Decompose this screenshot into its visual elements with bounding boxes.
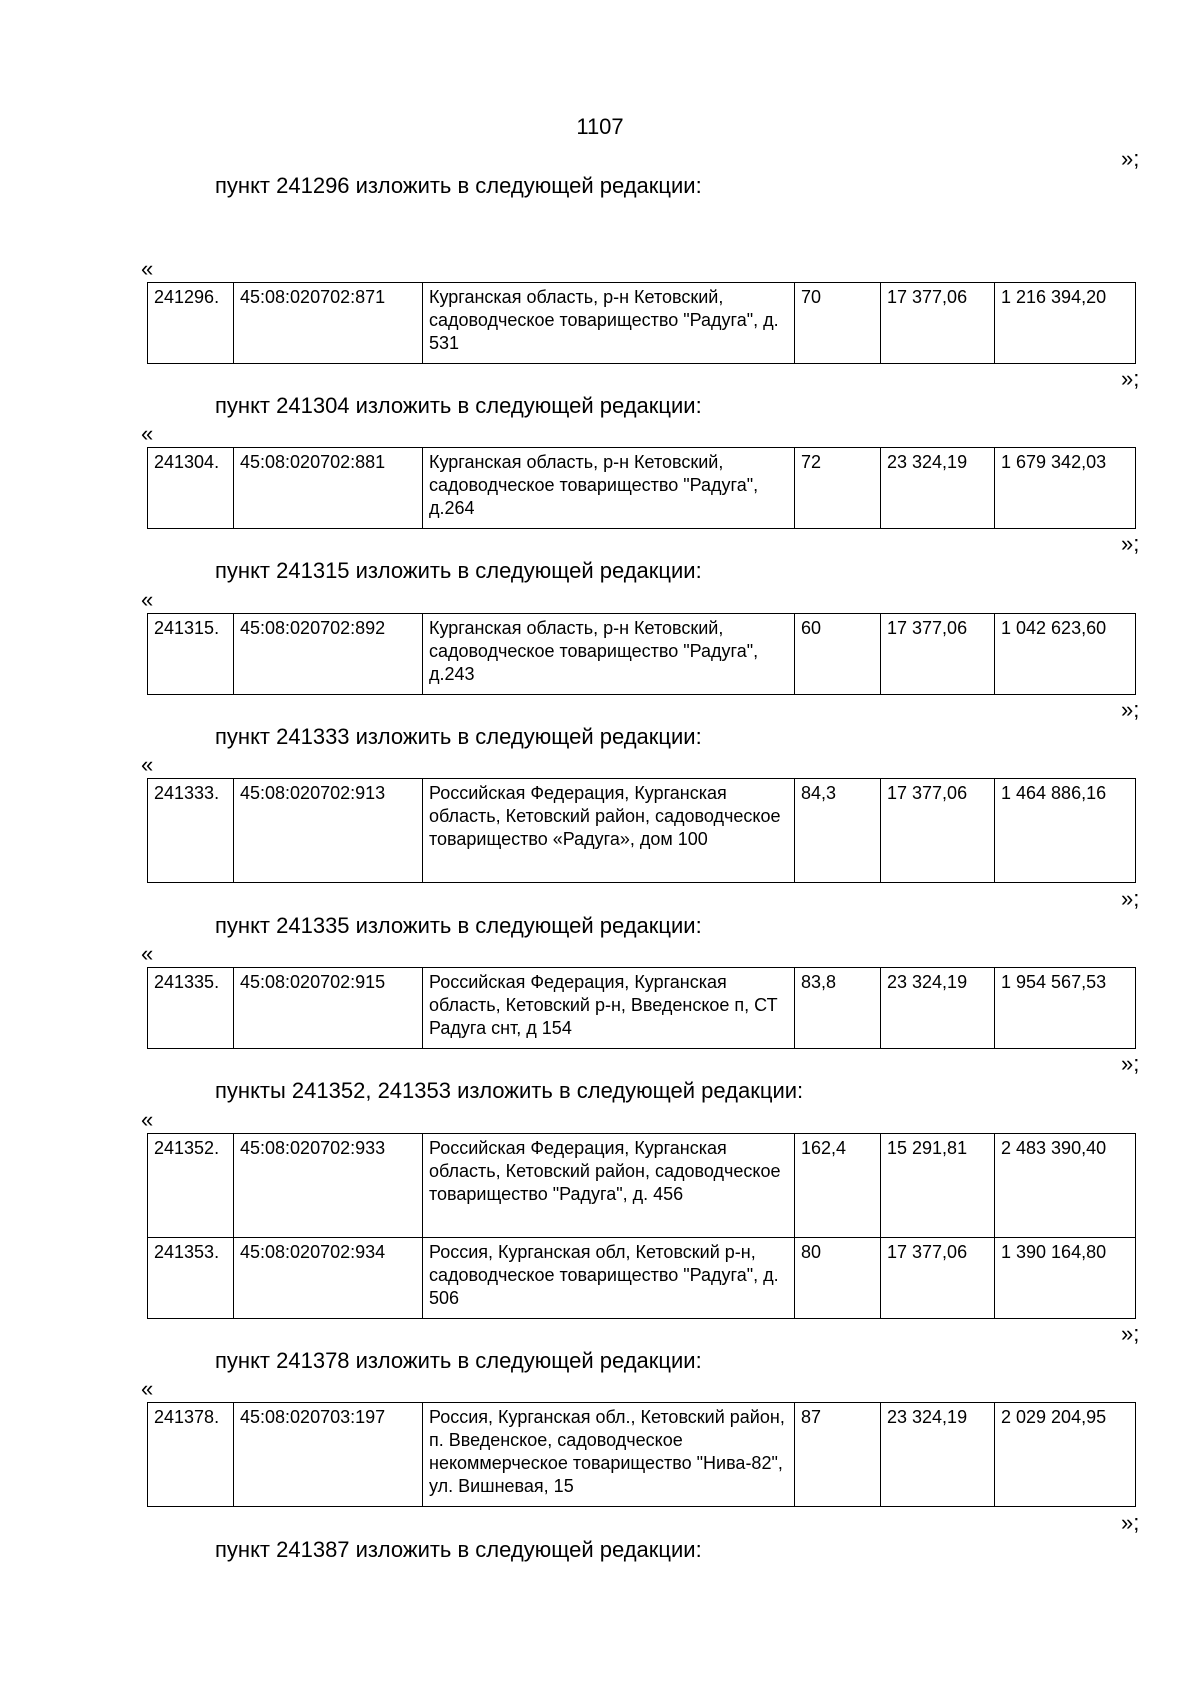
address: Российская Федерация, Курганская область, Кетовский р-н, Введенское п, СТ Радуга снт, д 154 [423,968,795,1049]
opening-quote-mark: « [141,587,154,612]
specific-value: 17 377,06 [881,283,995,364]
closing-quote-mark: »; [1121,1051,1140,1076]
cadastral-number: 45:08:020702:913 [234,779,423,883]
item-number: 241378. [148,1403,234,1507]
closing-quote-mark: »; [1121,1510,1140,1535]
closing-quote-mark: »; [1121,886,1140,911]
item-number: 241296. [148,283,234,364]
cadastral-number: 45:08:020702:934 [234,1238,423,1319]
record-table [147,447,1136,529]
item-number: 241335. [148,968,234,1049]
section-heading: пункт 241296 изложить в следующей редакции: [215,173,702,198]
opening-quote-mark: « [141,752,154,777]
section-heading: пункт 241378 изложить в следующей редакции: [215,1348,702,1373]
cadastral-value: 2 029 204,95 [995,1403,1136,1507]
cadastral-number: 45:08:020703:197 [234,1403,423,1507]
cadastral-value: 1 464 886,16 [995,779,1136,883]
cadastral-value: 1 042 623,60 [995,614,1136,695]
item-number: 241333. [148,779,234,883]
specific-value: 23 324,19 [881,968,995,1049]
page-number: 1107 [576,114,624,139]
table-row [148,1403,1136,1507]
specific-value: 23 324,19 [881,448,995,529]
opening-quote-mark: « [141,1107,154,1132]
section-heading: пункт 241335 изложить в следующей редакции: [215,913,702,938]
record-table [147,778,1136,883]
table-row [148,614,1136,695]
table-row [148,448,1136,529]
section-heading: пункт 241387 изложить в следующей редакции: [215,1537,702,1562]
opening-quote-mark: « [141,256,154,281]
section-heading: пункт 241315 изложить в следующей редакции: [215,558,702,583]
table-row [148,1134,1136,1238]
address: Курганская область, р-н Кетовский, садоводческое товарищество "Радуга", д.264 [423,448,795,529]
area: 70 [795,283,881,364]
area: 87 [795,1403,881,1507]
cadastral-value: 1 216 394,20 [995,283,1136,364]
opening-quote-mark: « [141,421,154,446]
closing-quote-mark: »; [1121,1321,1140,1346]
address: Курганская область, р-н Кетовский, садоводческое товарищество "Радуга", д. 531 [423,283,795,364]
specific-value: 17 377,06 [881,1238,995,1319]
item-number: 241304. [148,448,234,529]
cadastral-number: 45:08:020702:933 [234,1134,423,1238]
area: 60 [795,614,881,695]
area: 162,4 [795,1134,881,1238]
address: Российская Федерация, Курганская область, Кетовский район, садоводческое товарищество «Радуга», дом 100 [423,779,795,883]
table-row [148,968,1136,1049]
table-row [148,779,1136,883]
record-table [147,1402,1136,1507]
address: Россия, Курганская обл, Кетовский р-н, садоводческое товарищество "Радуга", д. 506 [423,1238,795,1319]
area: 72 [795,448,881,529]
cadastral-value: 1 679 342,03 [995,448,1136,529]
specific-value: 23 324,19 [881,1403,995,1507]
record-table [147,613,1136,695]
area: 83,8 [795,968,881,1049]
cadastral-number: 45:08:020702:915 [234,968,423,1049]
cadastral-number: 45:08:020702:871 [234,283,423,364]
section-heading: пункт 241333 изложить в следующей редакции: [215,724,702,749]
closing-quote-mark: »; [1121,366,1140,391]
specific-value: 17 377,06 [881,779,995,883]
cadastral-number: 45:08:020702:892 [234,614,423,695]
record-table [147,282,1136,364]
cadastral-value: 2 483 390,40 [995,1134,1136,1238]
address: Российская Федерация, Курганская область, Кетовский район, садоводческое товарищество "Радуга", д. 456 [423,1134,795,1238]
address: Россия, Курганская обл., Кетовский район, п. Введенское, садоводческое некоммерческое товарищество "Нива-82", ул. Вишневая, 15 [423,1403,795,1507]
area: 84,3 [795,779,881,883]
table-row [148,1238,1136,1319]
specific-value: 15 291,81 [881,1134,995,1238]
record-table [147,1133,1136,1319]
cadastral-number: 45:08:020702:881 [234,448,423,529]
item-number: 241353. [148,1238,234,1319]
cadastral-value: 1 390 164,80 [995,1238,1136,1319]
item-number: 241352. [148,1134,234,1238]
table-row [148,283,1136,364]
area: 80 [795,1238,881,1319]
record-table [147,967,1136,1049]
closing-quote-mark: »; [1121,146,1140,171]
opening-quote-mark: « [141,941,154,966]
closing-quote-mark: »; [1121,697,1140,722]
cadastral-value: 1 954 567,53 [995,968,1136,1049]
closing-quote-mark: »; [1121,531,1140,556]
specific-value: 17 377,06 [881,614,995,695]
address: Курганская область, р-н Кетовский, садоводческое товарищество "Радуга", д.243 [423,614,795,695]
item-number: 241315. [148,614,234,695]
section-heading: пункт 241304 изложить в следующей редакции: [215,393,702,418]
section-heading: пункты 241352, 241353 изложить в следующей редакции: [215,1078,804,1103]
opening-quote-mark: « [141,1376,154,1401]
